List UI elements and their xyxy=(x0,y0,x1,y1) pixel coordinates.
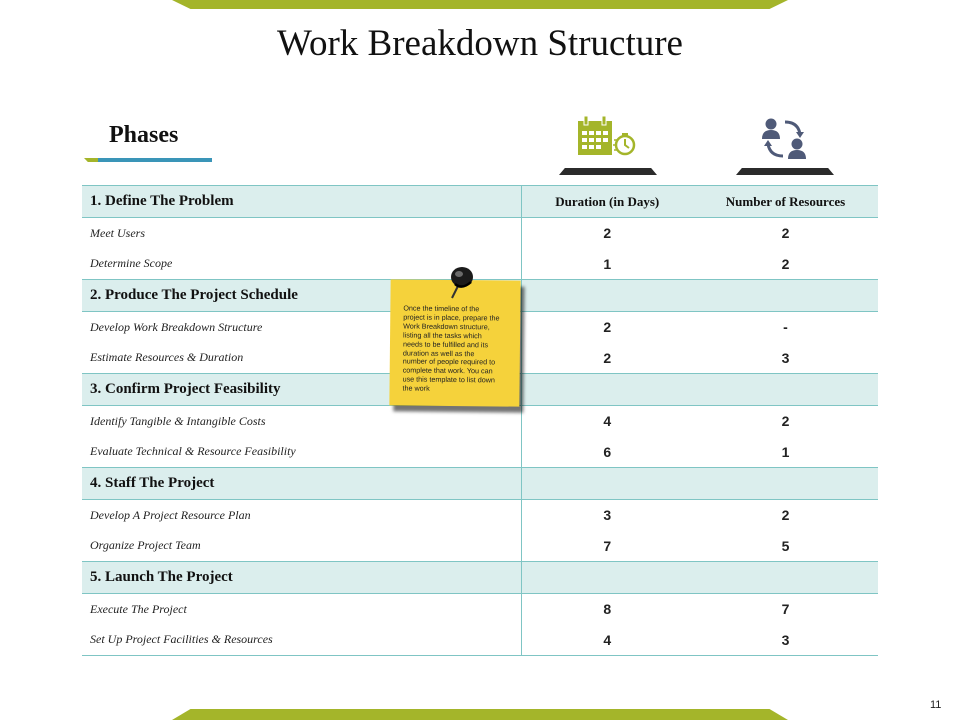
task-resources: - xyxy=(783,319,788,336)
note-line: Work Breakdown structure, xyxy=(403,321,490,332)
task-duration: 3 xyxy=(603,507,612,524)
task-duration: 7 xyxy=(603,537,612,554)
wbs-table xyxy=(82,185,878,656)
note-line: use this template to list down xyxy=(402,374,495,385)
task-row xyxy=(82,406,878,437)
bottom-accent-bar xyxy=(172,709,788,720)
task-row xyxy=(82,218,878,249)
task-row xyxy=(82,500,878,531)
task-row xyxy=(82,531,878,562)
task-resources: 2 xyxy=(781,255,790,272)
task-duration: 2 xyxy=(603,225,612,242)
task-name: Evaluate Technical & Resource Feasibility xyxy=(82,437,521,468)
empty-cell xyxy=(693,468,878,500)
note-line: complete that work. You can xyxy=(402,365,493,376)
note-line: listing all the tasks which xyxy=(403,330,482,340)
task-name: Determine Scope xyxy=(82,249,521,280)
task-row xyxy=(82,437,878,468)
task-duration: 4 xyxy=(521,625,693,656)
task-duration: 8 xyxy=(603,601,612,618)
task-resources: 3 xyxy=(693,625,878,656)
task-name: Organize Project Team xyxy=(82,531,521,562)
people-exchange-icon xyxy=(760,114,810,169)
task-resources: 7 xyxy=(781,601,790,618)
task-resources: 5 xyxy=(781,537,790,554)
empty-cell xyxy=(693,374,878,406)
task-name: Develop Work Breakdown Structure xyxy=(82,312,521,343)
phase-title: 1. Define The Problem xyxy=(82,186,521,218)
task-name: Meet Users xyxy=(82,218,521,249)
empty-cell xyxy=(521,562,693,594)
task-row xyxy=(82,594,878,625)
task-resources: 1 xyxy=(781,443,790,460)
empty-cell xyxy=(693,562,878,594)
phase-title: 4. Staff The Project xyxy=(82,468,521,500)
phase-row xyxy=(82,562,878,594)
note-line: duration as well as the xyxy=(402,347,475,358)
task-name: Set Up Project Facilities & Resources xyxy=(82,625,521,656)
push-pin-icon xyxy=(445,262,485,302)
task-duration: 2 xyxy=(603,319,612,336)
task-resources: 2 xyxy=(781,507,790,524)
empty-cell xyxy=(521,374,693,406)
task-name: Execute The Project xyxy=(82,594,521,625)
calendar-clock-icon xyxy=(576,114,640,165)
phase-row xyxy=(82,468,878,500)
note-line: Once the timeline of the xyxy=(403,303,480,314)
top-accent-bar xyxy=(172,0,788,9)
resources-column-header: Number of Resources xyxy=(693,186,878,218)
resources-icon-stand xyxy=(736,168,834,175)
phases-heading: Phases xyxy=(109,122,179,148)
note-line: number of people required to xyxy=(402,356,496,367)
task-resources: 2 xyxy=(781,225,790,242)
note-line: the work xyxy=(402,383,430,393)
phase-title: 2. Produce The Project Schedule xyxy=(82,280,521,312)
phase-title: 5. Launch The Project xyxy=(82,562,521,594)
task-row xyxy=(82,625,878,656)
task-resources: 3 xyxy=(781,349,790,366)
task-name: Identify Tangible & Intangible Costs xyxy=(82,406,521,437)
task-duration: 4 xyxy=(603,413,612,430)
phases-underline-blue xyxy=(98,158,212,162)
task-name: Develop A Project Resource Plan xyxy=(82,500,521,531)
sticky-note-text xyxy=(402,304,514,394)
task-resources: 2 xyxy=(781,413,790,430)
duration-icon-stand xyxy=(559,168,657,175)
task-duration: 1 xyxy=(603,255,612,272)
duration-column-header: Duration (in Days) xyxy=(521,186,693,218)
empty-cell xyxy=(693,280,878,312)
phase-title: 3. Confirm Project Feasibility xyxy=(82,374,521,406)
note-line: project is in place, prepare the xyxy=(403,312,500,323)
phase-row xyxy=(82,186,878,218)
page-number: 11 xyxy=(930,699,942,711)
task-duration: 6 xyxy=(603,443,612,460)
task-name: Estimate Resources & Duration xyxy=(82,343,521,374)
empty-cell xyxy=(521,280,693,312)
note-line: needs to be fulfilled and its xyxy=(402,339,489,349)
empty-cell xyxy=(521,468,693,500)
task-duration: 2 xyxy=(603,349,612,366)
page-title: Work Breakdown Structure xyxy=(277,23,683,64)
